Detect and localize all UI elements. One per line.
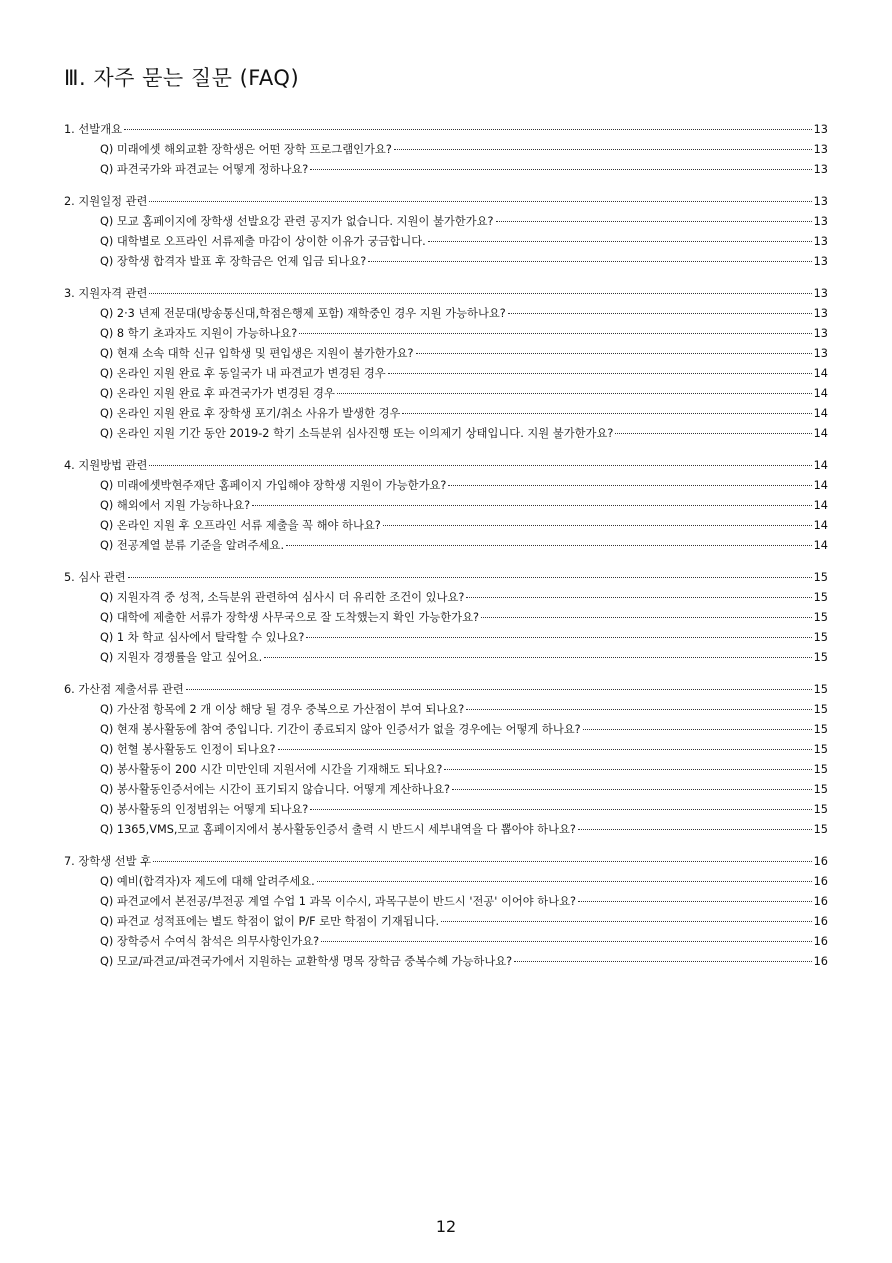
toc-section-heading[interactable] (64, 284, 828, 304)
dot-leader (153, 861, 812, 862)
toc-section-heading-text: 7. 장학생 선발 후 (64, 855, 152, 868)
toc-entry[interactable] (64, 476, 828, 496)
dot-leader (124, 129, 812, 130)
dot-leader (252, 505, 812, 506)
dot-leader (394, 149, 812, 150)
toc-entry-text: Q) 현재 봉사활동에 참여 중입니다. 기간이 종료되지 않아 인증서가 없을 경우에는 어떻게 하나요? (100, 723, 581, 736)
dot-leader (368, 261, 811, 262)
toc-entry-text: Q) 지원자 경쟁률을 알고 싶어요. (100, 651, 263, 664)
toc-entry[interactable] (64, 536, 828, 556)
toc-entry-text: Q) 봉사활동이 200 시간 미만인데 지원서에 시간을 기재해도 되나요? (100, 763, 443, 776)
toc-entry[interactable] (64, 304, 828, 324)
toc-entry-text: Q) 2·3 년제 전문대(방송통신대,학점은행제 포함) 재학중인 경우 지원 가능하나요? (100, 307, 506, 320)
toc-entry-page: 14 (813, 539, 828, 552)
dot-leader (149, 465, 811, 466)
toc-entry-text: Q) 파견국가와 파견교는 어떻게 정하나요? (100, 163, 309, 176)
toc-entry-text: Q) 장학생 합격자 발표 후 장학금은 언제 입금 되나요? (100, 255, 367, 268)
toc-entry[interactable] (64, 160, 828, 180)
toc-entry[interactable] (64, 364, 828, 384)
dot-leader (383, 525, 812, 526)
toc-entry-page: 15 (813, 591, 828, 604)
dot-leader (310, 169, 811, 170)
toc-section (64, 284, 828, 444)
toc-entry-page: 16 (813, 955, 828, 968)
toc-entry-text: Q) 헌혈 봉사활동도 인정이 되나요? (100, 743, 276, 756)
toc-entry-text: Q) 온라인 지원 완료 후 동일국가 내 파견교가 변경된 경우 (100, 367, 386, 380)
toc-entry[interactable] (64, 648, 828, 668)
toc-section (64, 852, 828, 972)
toc-entry-page: 14 (813, 367, 828, 380)
dot-leader (128, 577, 812, 578)
toc-entry-page: 15 (813, 611, 828, 624)
dot-leader (583, 729, 812, 730)
toc-section-heading[interactable] (64, 456, 828, 476)
toc-entry-text: Q) 모교 홈페이지에 장학생 선발요강 관련 공지가 없습니다. 지원이 불가한가요? (100, 215, 494, 228)
toc-entry-page: 14 (813, 499, 828, 512)
toc-entry[interactable] (64, 232, 828, 252)
toc-section-heading-page: 13 (813, 287, 828, 300)
dot-leader (448, 485, 811, 486)
toc-entry-text: Q) 해외에서 지원 가능하나요? (100, 499, 251, 512)
toc-entry-text: Q) 파견교에서 본전공/부전공 계열 수업 1 과목 이수시, 과목구분이 반드시 '전공' 이어야 하나요? (100, 895, 577, 908)
dot-leader (481, 617, 812, 618)
page-title: Ⅲ. 자주 묻는 질문 (FAQ) (64, 66, 300, 90)
dot-leader (466, 597, 811, 598)
toc-entry-text: Q) 파견교 성적표에는 별도 학점이 없이 P/F 로만 학점이 기재됩니다. (100, 915, 440, 928)
toc-entry-page: 15 (813, 703, 828, 716)
dot-leader (306, 637, 811, 638)
dot-leader (441, 921, 811, 922)
dot-leader (578, 829, 812, 830)
toc-section-heading-page: 14 (813, 459, 828, 472)
toc-entry[interactable] (64, 628, 828, 648)
toc-entry-text: Q) 장학증서 수여식 참석은 의무사항인가요? (100, 935, 320, 948)
toc-entry-text: Q) 1365,VMS,모교 홈페이지에서 봉사활동인증서 출력 시 반드시 세부내역을 다 뽑아야 하나요? (100, 823, 576, 836)
toc-entry[interactable] (64, 760, 828, 780)
toc-entry-text: Q) 대학별로 오프라인 서류제출 마감이 상이한 이유가 궁금합니다. (100, 235, 426, 248)
toc-entry-page: 13 (813, 347, 828, 360)
dot-leader (514, 961, 811, 962)
dot-leader (402, 413, 811, 414)
toc-entry[interactable] (64, 720, 828, 740)
toc-entry-text: Q) 전공계열 분류 기준을 알려주세요. (100, 539, 285, 552)
toc-entry[interactable] (64, 780, 828, 800)
toc-section-heading-text: 6. 가산점 제출서류 관련 (64, 683, 184, 696)
toc-entry-page: 15 (813, 651, 828, 664)
toc-entry-text: Q) 대학에 제출한 서류가 장학생 사무국으로 잘 도착했는지 확인 가능한가요? (100, 611, 480, 624)
toc-section-heading-page: 16 (813, 855, 828, 868)
dot-leader (337, 393, 812, 394)
toc-entry-page: 14 (813, 407, 828, 420)
toc-entry-text: Q) 모교/파견교/파견국가에서 지원하는 교환학생 명목 장학금 중복수혜 가능하나요? (100, 955, 513, 968)
toc-entry-page: 13 (813, 163, 828, 176)
dot-leader (149, 201, 811, 202)
dot-leader (317, 881, 812, 882)
toc-entry-page: 16 (813, 895, 828, 908)
toc-entry-text: Q) 예비(합격자)자 제도에 대해 알려주세요. (100, 875, 315, 888)
toc-entry-text: Q) 미래에셋박현주재단 홈페이지 가입해야 장학생 지원이 가능한가요? (100, 479, 447, 492)
toc-entry-text: Q) 온라인 지원 기간 동안 2019-2 학기 소득분위 심사진행 또는 이의제기 상태입니다. 지원 불가한가요? (100, 427, 614, 440)
toc-entry-page: 13 (813, 307, 828, 320)
toc-entry-page: 15 (813, 763, 828, 776)
toc-entry[interactable] (64, 496, 828, 516)
toc-entry-text: Q) 온라인 지원 후 오프라인 서류 제출을 꼭 해야 하나요? (100, 519, 381, 532)
dot-leader (615, 433, 811, 434)
toc-entry[interactable] (64, 820, 828, 840)
toc-entry-page: 14 (813, 427, 828, 440)
toc-entry-page: 16 (813, 915, 828, 928)
toc-entry-text: Q) 온라인 지원 완료 후 파견국가가 변경된 경우 (100, 387, 335, 400)
toc-entry-page: 13 (813, 327, 828, 340)
toc-section (64, 456, 828, 556)
toc-section-heading[interactable] (64, 192, 828, 212)
toc-entry[interactable] (64, 212, 828, 232)
toc-entry[interactable] (64, 872, 828, 892)
dot-leader (149, 293, 811, 294)
toc-entry-page: 15 (813, 743, 828, 756)
toc-section (64, 192, 828, 272)
toc-entry[interactable] (64, 140, 828, 160)
toc-entry-page: 15 (813, 803, 828, 816)
toc-entry-page: 15 (813, 631, 828, 644)
toc-entry[interactable] (64, 800, 828, 820)
toc-entry[interactable] (64, 384, 828, 404)
toc-entry[interactable] (64, 344, 828, 364)
dot-leader (466, 709, 811, 710)
toc-entry-page: 15 (813, 823, 828, 836)
dot-leader (444, 769, 811, 770)
toc-entry-text: Q) 8 학기 초과자도 지원이 가능하나요? (100, 327, 298, 340)
dot-leader (321, 941, 811, 942)
toc-section-heading-page: 15 (813, 571, 828, 584)
toc-entry[interactable] (64, 932, 828, 952)
toc-entry[interactable] (64, 700, 828, 720)
toc-entry-text: Q) 현재 소속 대학 신규 입학생 및 편입생은 지원이 불가한가요? (100, 347, 414, 360)
toc-section-heading[interactable] (64, 680, 828, 700)
toc-entry-page: 16 (813, 935, 828, 948)
toc-entry-text: Q) 미래에셋 해외교환 장학생은 어떤 장학 프로그램인가요? (100, 143, 392, 156)
toc-entry-text: Q) 봉사활동인증서에는 시간이 표기되지 않습니다. 어떻게 계산하나요? (100, 783, 450, 796)
toc-section (64, 568, 828, 668)
dot-leader (578, 901, 812, 902)
toc-entry-page: 14 (813, 519, 828, 532)
toc-entry[interactable] (64, 912, 828, 932)
dot-leader (428, 241, 812, 242)
toc-entry[interactable] (64, 740, 828, 760)
toc-entry-text: Q) 1 차 학교 심사에서 탈락할 수 있나요? (100, 631, 305, 644)
toc-section (64, 680, 828, 840)
toc-entry-page: 13 (813, 215, 828, 228)
toc-entry-text: Q) 온라인 지원 완료 후 장학생 포기/취소 사유가 발생한 경우 (100, 407, 401, 420)
toc-entry[interactable] (64, 952, 828, 972)
dot-leader (278, 749, 812, 750)
toc-section-heading-text: 5. 심사 관련 (64, 571, 126, 584)
toc-entry[interactable] (64, 892, 828, 912)
toc-entry-page: 16 (813, 875, 828, 888)
table-of-contents (64, 120, 828, 984)
page-number: 12 (435, 1217, 457, 1236)
toc-section-heading-page: 13 (813, 123, 828, 136)
toc-section (64, 120, 828, 180)
dot-leader (452, 789, 812, 790)
toc-entry[interactable] (64, 424, 828, 444)
toc-section-heading[interactable] (64, 568, 828, 588)
toc-entry[interactable] (64, 252, 828, 272)
dot-leader (264, 657, 811, 658)
toc-entry[interactable] (64, 608, 828, 628)
toc-entry[interactable] (64, 588, 828, 608)
toc-entry[interactable] (64, 324, 828, 344)
toc-entry-page: 13 (813, 143, 828, 156)
toc-section-heading[interactable] (64, 120, 828, 140)
toc-section-heading-page: 13 (813, 195, 828, 208)
toc-entry[interactable] (64, 404, 828, 424)
dot-leader (299, 333, 811, 334)
dot-leader (388, 373, 812, 374)
toc-entry-text: Q) 봉사활동의 인정범위는 어떻게 되나요? (100, 803, 309, 816)
dot-leader (508, 313, 812, 314)
toc-entry-page: 15 (813, 783, 828, 796)
toc-entry-page: 14 (813, 387, 828, 400)
toc-section-heading-page: 15 (813, 683, 828, 696)
toc-section-heading-text: 2. 지원일정 관련 (64, 195, 148, 208)
toc-entry-page: 14 (813, 479, 828, 492)
dot-leader (496, 221, 812, 222)
dot-leader (310, 809, 811, 810)
dot-leader (416, 353, 812, 354)
toc-entry-text: Q) 가산점 항목에 2 개 이상 해당 될 경우 중복으로 가산점이 부여 되나요? (100, 703, 465, 716)
toc-section-heading-text: 1. 선발개요 (64, 123, 123, 136)
toc-entry-text: Q) 지원자격 중 성적, 소득분위 관련하여 심사시 더 유리한 조건이 있나요? (100, 591, 465, 604)
toc-entry-page: 13 (813, 255, 828, 268)
toc-entry-page: 15 (813, 723, 828, 736)
toc-section-heading-text: 3. 지원자격 관련 (64, 287, 148, 300)
toc-entry[interactable] (64, 516, 828, 536)
toc-section-heading[interactable] (64, 852, 828, 872)
dot-leader (186, 689, 812, 690)
toc-section-heading-text: 4. 지원방법 관련 (64, 459, 148, 472)
dot-leader (286, 545, 812, 546)
toc-entry-page: 13 (813, 235, 828, 248)
